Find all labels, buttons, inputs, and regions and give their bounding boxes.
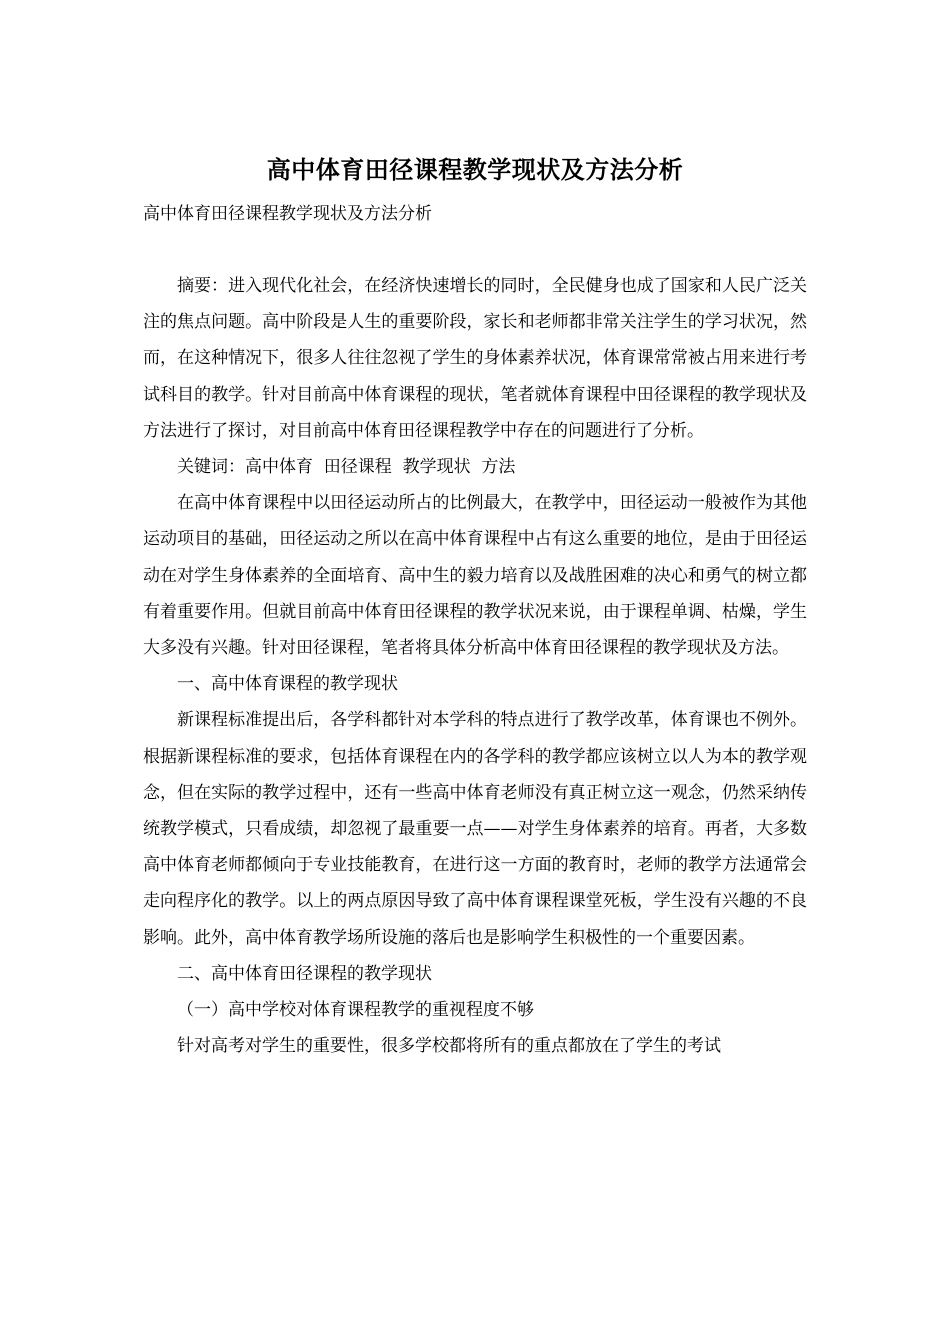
- section-2-subheading-1: （一）高中学校对体育课程教学的重视程度不够: [177, 1000, 534, 1021]
- section-2-heading: 二、高中体育田径课程的教学现状: [177, 963, 432, 984]
- document-body: [143, 268, 807, 1064]
- document-title: 高中体育田径课程教学现状及方法分析: [266, 155, 684, 184]
- document-subtitle: 高中体育田径课程教学现状及方法分析: [143, 204, 432, 224]
- abstract-paragraph: 摘要：进入现代化社会，在经济快速增长的同时，全民健身也成了国家和人民广泛关注的焦点问题。高中阶段是人生的重要阶段，家长和老师都非常关注学生的学习状况，然而，在这种情况下，很多人往往忽视了学生的身体素养状况，体育课常常被占用来进行考试科目的教学。针对目前高中体育课程的现状，笔者就体育课程中田径课程的教学现状及方法进行了探讨，对目前高中体育田径课程教学中存在的问题进行了分析。: [143, 276, 807, 441]
- section-1-heading: 一、高中体育课程的教学现状: [177, 674, 398, 695]
- section-2-sub-1-paragraph: 针对高考对学生的重要性，很多学校都将所有的重点都放在了学生的考试: [177, 1036, 721, 1057]
- section-1-paragraph: 新课程标准提出后，各学科都针对本学科的特点进行了教学改革，体育课也不例外。根据新课程标准的要求，包括体育课程在内的各学科的教学都应该树立以人为本的教学观念，但在实际的教学过程中，还有一些高中体育老师没有真正树立这一观念，仍然采纳传统教学模式，只看成绩，却忽视了最重要一点——对学生身体素养的培育。再者，大多数高中体育老师都倾向于专业技能教育，在进行这一方面的教育时，老师的教学方法通常会走向程序化的教学。以上的两点原因导致了高中体育课程课堂死板，学生没有兴趣的不良影响。此外，高中体育教学场所设施的落后也是影响学生积极性的一个重要因素。: [143, 710, 807, 948]
- intro-paragraph: 在高中体育课程中以田径运动所占的比例最大，在教学中，田径运动一般被作为其他运动项目的基础，田径运动之所以在高中体育课程中占有这么重要的地位，是由于田径运动在对学生身体素养的全面培育、高中生的毅力培育以及战胜困难的决心和勇气的树立都有着重要作用。但就目前高中体育田径课程的教学状况来说，由于课程单调、枯燥，学生大多没有兴趣。针对田径课程，笔者将具体分析高中体育田径课程的教学现状及方法。: [143, 493, 807, 659]
- keywords-line: 关键词：高中体育 田径课程 教学现状 方法: [177, 457, 516, 478]
